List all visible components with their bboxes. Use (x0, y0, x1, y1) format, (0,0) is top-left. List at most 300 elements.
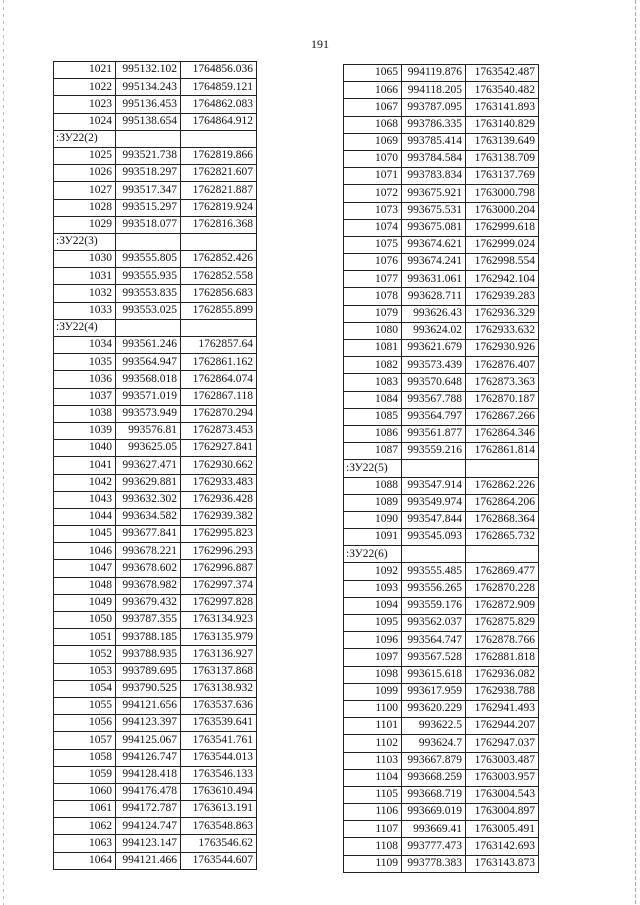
x-coordinate-cell: 993675.531 (402, 202, 466, 219)
y-coordinate-cell: 1762997.374 (181, 577, 257, 594)
x-coordinate-cell: 993679.432 (116, 594, 181, 611)
y-coordinate-cell: 1763546.133 (181, 766, 257, 783)
point-number-cell: 1044 (54, 508, 116, 525)
x-coordinate-cell: 993628.711 (402, 288, 466, 305)
x-coordinate-cell: 993788.935 (116, 646, 181, 663)
point-number-cell: 1083 (344, 374, 402, 391)
point-number-cell: 1065 (344, 65, 402, 82)
y-coordinate-cell: 1763610.494 (181, 783, 257, 800)
y-coordinate-cell: 1762857.64 (181, 337, 257, 354)
section-label: :ЗУ22(5) (344, 460, 402, 477)
x-coordinate-cell: 993678.602 (116, 560, 181, 577)
point-number-cell: 1105 (344, 786, 402, 803)
x-coordinate-cell: 994125.067 (116, 732, 181, 749)
y-coordinate-cell: 1762821.607 (181, 165, 257, 182)
point-number-cell: 1093 (344, 580, 402, 597)
x-coordinate-cell: 993787.095 (402, 99, 466, 116)
table-row (54, 165, 257, 182)
point-number-cell: 1047 (54, 560, 116, 577)
point-number-cell: 1057 (54, 732, 116, 749)
table-row (54, 302, 257, 319)
point-number-cell: 1060 (54, 783, 116, 800)
point-number-cell: 1056 (54, 715, 116, 732)
y-coordinate-cell: 1762864.206 (466, 494, 539, 511)
x-coordinate-cell: 993573.949 (116, 405, 181, 422)
x-coordinate-cell: 994128.418 (116, 766, 181, 783)
x-coordinate-cell: 993549.974 (402, 494, 466, 511)
table-row (54, 422, 257, 439)
empty-cell (466, 546, 539, 563)
point-number-cell: 1061 (54, 801, 116, 818)
y-coordinate-cell: 1762939.382 (181, 508, 257, 525)
y-coordinate-cell: 1763137.868 (181, 663, 257, 680)
y-coordinate-cell: 1763135.979 (181, 629, 257, 646)
x-coordinate-cell: 993568.018 (116, 371, 181, 388)
table-row (344, 735, 539, 752)
x-coordinate-cell: 993547.914 (402, 477, 466, 494)
table-row (54, 388, 257, 405)
x-coordinate-cell: 994121.466 (116, 852, 181, 869)
x-coordinate-cell: 993674.621 (402, 236, 466, 253)
point-number-cell: 1074 (344, 219, 402, 236)
point-number-cell: 1041 (54, 457, 116, 474)
table-row (344, 700, 539, 717)
section-label: :ЗУ22(3) (54, 233, 116, 250)
point-number-cell: 1073 (344, 202, 402, 219)
point-number-cell: 1030 (54, 251, 116, 268)
table-row (344, 271, 539, 288)
point-number-cell: 1021 (54, 62, 116, 79)
x-coordinate-cell: 993561.246 (116, 337, 181, 354)
empty-cell (402, 546, 466, 563)
table-row (344, 340, 539, 357)
x-coordinate-cell: 993787.355 (116, 612, 181, 629)
point-number-cell: 1070 (344, 150, 402, 167)
table-row (344, 202, 539, 219)
section-row (54, 233, 257, 250)
point-number-cell: 1079 (344, 305, 402, 322)
y-coordinate-cell: 1763000.798 (466, 185, 539, 202)
x-coordinate-cell: 993631.061 (402, 271, 466, 288)
table-row (54, 251, 257, 268)
x-coordinate-cell: 993626.43 (402, 305, 466, 322)
point-number-cell: 1042 (54, 474, 116, 491)
point-number-cell: 1084 (344, 391, 402, 408)
point-number-cell: 1034 (54, 337, 116, 354)
y-coordinate-cell: 1762930.926 (466, 340, 539, 357)
table-row (344, 718, 539, 735)
table-row (54, 801, 257, 818)
y-coordinate-cell: 1763134.923 (181, 612, 257, 629)
table-row (54, 715, 257, 732)
point-number-cell: 1054 (54, 680, 116, 697)
table-row (54, 440, 257, 457)
x-coordinate-cell: 993624.02 (402, 322, 466, 339)
table-row (344, 288, 539, 305)
point-number-cell: 1023 (54, 96, 116, 113)
point-number-cell: 1086 (344, 425, 402, 442)
point-number-cell: 1045 (54, 526, 116, 543)
y-coordinate-cell: 1763540.482 (466, 82, 539, 99)
table-row (54, 629, 257, 646)
table-row (54, 526, 257, 543)
y-coordinate-cell: 1762821.887 (181, 182, 257, 199)
table-row (344, 580, 539, 597)
y-coordinate-cell: 1763003.487 (466, 752, 539, 769)
y-coordinate-cell: 1762868.364 (466, 511, 539, 528)
table-row (344, 425, 539, 442)
point-number-cell: 1090 (344, 511, 402, 528)
point-number-cell: 1032 (54, 285, 116, 302)
point-number-cell: 1058 (54, 749, 116, 766)
y-coordinate-cell: 1763548.863 (181, 818, 257, 835)
empty-cell (181, 319, 257, 336)
table-row (54, 147, 257, 164)
x-coordinate-cell: 995134.243 (116, 79, 181, 96)
point-number-cell: 1067 (344, 99, 402, 116)
y-coordinate-cell: 1762869.477 (466, 563, 539, 580)
y-coordinate-cell: 1762996.293 (181, 543, 257, 560)
x-coordinate-cell: 993784.584 (402, 150, 466, 167)
table-row (54, 113, 257, 130)
y-coordinate-cell: 1762936.082 (466, 666, 539, 683)
table-row (344, 804, 539, 821)
point-number-cell: 1100 (344, 700, 402, 717)
x-coordinate-cell: 993555.935 (116, 268, 181, 285)
x-coordinate-cell: 993668.719 (402, 786, 466, 803)
point-number-cell: 1053 (54, 663, 116, 680)
x-coordinate-cell: 993615.618 (402, 666, 466, 683)
table-row (54, 766, 257, 783)
x-coordinate-cell: 993786.335 (402, 116, 466, 133)
x-coordinate-cell: 993561.877 (402, 425, 466, 442)
y-coordinate-cell: 1762870.228 (466, 580, 539, 597)
y-coordinate-cell: 1762819.866 (181, 147, 257, 164)
table-row (344, 477, 539, 494)
table-row (54, 680, 257, 697)
x-coordinate-cell: 993667.879 (402, 752, 466, 769)
x-coordinate-cell: 993624.7 (402, 735, 466, 752)
y-coordinate-cell: 1763142.693 (466, 838, 539, 855)
y-coordinate-cell: 1762861.814 (466, 443, 539, 460)
scan-edge-right (635, 0, 636, 905)
x-coordinate-cell: 993627.471 (116, 457, 181, 474)
y-coordinate-cell: 1762933.632 (466, 322, 539, 339)
point-number-cell: 1094 (344, 597, 402, 614)
y-coordinate-cell: 1763138.709 (466, 150, 539, 167)
x-coordinate-cell: 993576.81 (116, 422, 181, 439)
table-row (54, 371, 257, 388)
point-number-cell: 1076 (344, 254, 402, 271)
point-number-cell: 1049 (54, 594, 116, 611)
point-number-cell: 1025 (54, 147, 116, 164)
table-row (344, 305, 539, 322)
point-number-cell: 1075 (344, 236, 402, 253)
section-label: :ЗУ22(6) (344, 546, 402, 563)
x-coordinate-cell: 994119.876 (402, 65, 466, 82)
point-number-cell: 1096 (344, 632, 402, 649)
x-coordinate-cell: 993547.844 (402, 511, 466, 528)
y-coordinate-cell: 1763005.491 (466, 821, 539, 838)
table-row (344, 150, 539, 167)
section-row (344, 546, 539, 563)
point-number-cell: 1029 (54, 216, 116, 233)
y-coordinate-cell: 1762997.828 (181, 594, 257, 611)
table-row (54, 508, 257, 525)
y-coordinate-cell: 1763137.769 (466, 168, 539, 185)
table-row (54, 835, 257, 852)
point-number-cell: 1062 (54, 818, 116, 835)
x-coordinate-cell: 993620.229 (402, 700, 466, 717)
x-coordinate-cell: 993521.738 (116, 147, 181, 164)
point-number-cell: 1101 (344, 718, 402, 735)
x-coordinate-cell: 994118.205 (402, 82, 466, 99)
point-number-cell: 1064 (54, 852, 116, 869)
y-coordinate-cell: 1763537.636 (181, 697, 257, 714)
empty-cell (181, 233, 257, 250)
y-coordinate-cell: 1763004.543 (466, 786, 539, 803)
table-row (54, 216, 257, 233)
y-coordinate-cell: 1762927.841 (181, 440, 257, 457)
point-number-cell: 1087 (344, 443, 402, 460)
table-row (54, 749, 257, 766)
y-coordinate-cell: 1763539.641 (181, 715, 257, 732)
x-coordinate-cell: 993571.019 (116, 388, 181, 405)
x-coordinate-cell: 993553.835 (116, 285, 181, 302)
point-number-cell: 1022 (54, 79, 116, 96)
point-number-cell: 1052 (54, 646, 116, 663)
y-coordinate-cell: 1762856.683 (181, 285, 257, 302)
x-coordinate-cell: 993518.077 (116, 216, 181, 233)
y-coordinate-cell: 1762864.074 (181, 371, 257, 388)
y-coordinate-cell: 1763546.62 (181, 835, 257, 852)
y-coordinate-cell: 1762999.618 (466, 219, 539, 236)
table-row (344, 821, 539, 838)
x-coordinate-cell: 993668.259 (402, 769, 466, 786)
y-coordinate-cell: 1763139.649 (466, 133, 539, 150)
point-number-cell: 1040 (54, 440, 116, 457)
table-row (344, 769, 539, 786)
table-row (344, 219, 539, 236)
x-coordinate-cell: 993570.648 (402, 374, 466, 391)
table-row (344, 511, 539, 528)
empty-cell (116, 319, 181, 336)
point-number-cell: 1109 (344, 855, 402, 872)
x-coordinate-cell: 993790.525 (116, 680, 181, 697)
x-coordinate-cell: 993559.216 (402, 443, 466, 460)
x-coordinate-cell: 993678.221 (116, 543, 181, 560)
point-number-cell: 1085 (344, 408, 402, 425)
coordinates-table-left-body (54, 62, 257, 870)
y-coordinate-cell: 1763542.487 (466, 65, 539, 82)
y-coordinate-cell: 1762873.363 (466, 374, 539, 391)
table-row (344, 786, 539, 803)
point-number-cell: 1089 (344, 494, 402, 511)
empty-cell (116, 233, 181, 250)
table-row (54, 474, 257, 491)
y-coordinate-cell: 1764864.912 (181, 113, 257, 130)
point-number-cell: 1024 (54, 113, 116, 130)
x-coordinate-cell: 995138.654 (116, 113, 181, 130)
point-number-cell: 1043 (54, 491, 116, 508)
table-row (54, 199, 257, 216)
x-coordinate-cell: 994176.478 (116, 783, 181, 800)
x-coordinate-cell: 993562.037 (402, 615, 466, 632)
x-coordinate-cell: 993677.841 (116, 526, 181, 543)
table-row (54, 594, 257, 611)
empty-cell (116, 130, 181, 147)
x-coordinate-cell: 993777.473 (402, 838, 466, 855)
point-number-cell: 1097 (344, 649, 402, 666)
table-row (54, 457, 257, 474)
y-coordinate-cell: 1763141.893 (466, 99, 539, 116)
y-coordinate-cell: 1762862.226 (466, 477, 539, 494)
table-row (54, 62, 257, 79)
x-coordinate-cell: 993783.834 (402, 168, 466, 185)
table-row (54, 818, 257, 835)
table-row (344, 408, 539, 425)
y-coordinate-cell: 1763003.957 (466, 769, 539, 786)
y-coordinate-cell: 1764859.121 (181, 79, 257, 96)
point-number-cell: 1108 (344, 838, 402, 855)
table-row (54, 491, 257, 508)
table-row (344, 632, 539, 649)
table-row (344, 752, 539, 769)
x-coordinate-cell: 995136.453 (116, 96, 181, 113)
y-coordinate-cell: 1762941.493 (466, 700, 539, 717)
table-row (344, 666, 539, 683)
x-coordinate-cell: 993625.05 (116, 440, 181, 457)
table-row (54, 354, 257, 371)
x-coordinate-cell: 993617.959 (402, 683, 466, 700)
y-coordinate-cell: 1762873.453 (181, 422, 257, 439)
point-number-cell: 1098 (344, 666, 402, 683)
x-coordinate-cell: 993573.439 (402, 357, 466, 374)
y-coordinate-cell: 1762870.187 (466, 391, 539, 408)
table-row (344, 185, 539, 202)
table-row (54, 663, 257, 680)
y-coordinate-cell: 1762816.368 (181, 216, 257, 233)
x-coordinate-cell: 993634.582 (116, 508, 181, 525)
empty-cell (466, 460, 539, 477)
point-number-cell: 1033 (54, 302, 116, 319)
y-coordinate-cell: 1762881.818 (466, 649, 539, 666)
table-row (54, 285, 257, 302)
x-coordinate-cell: 993517.347 (116, 182, 181, 199)
point-number-cell: 1035 (54, 354, 116, 371)
y-coordinate-cell: 1763136.927 (181, 646, 257, 663)
x-coordinate-cell: 993669.41 (402, 821, 466, 838)
table-row (344, 855, 539, 872)
table-row (344, 236, 539, 253)
x-coordinate-cell: 993564.747 (402, 632, 466, 649)
point-number-cell: 1103 (344, 752, 402, 769)
x-coordinate-cell: 993678.982 (116, 577, 181, 594)
y-coordinate-cell: 1762996.887 (181, 560, 257, 577)
y-coordinate-cell: 1762998.554 (466, 254, 539, 271)
x-coordinate-cell: 993621.679 (402, 340, 466, 357)
x-coordinate-cell: 993789.695 (116, 663, 181, 680)
y-coordinate-cell: 1762872.909 (466, 597, 539, 614)
table-row (344, 82, 539, 99)
empty-cell (402, 460, 466, 477)
table-row (344, 494, 539, 511)
x-coordinate-cell: 993622.5 (402, 718, 466, 735)
y-coordinate-cell: 1763000.204 (466, 202, 539, 219)
point-number-cell: 1092 (344, 563, 402, 580)
table-row (54, 79, 257, 96)
section-label: :ЗУ22(2) (54, 130, 116, 147)
x-coordinate-cell: 993553.025 (116, 302, 181, 319)
point-number-cell: 1080 (344, 322, 402, 339)
x-coordinate-cell: 993567.788 (402, 391, 466, 408)
table-row (54, 783, 257, 800)
y-coordinate-cell: 1763544.013 (181, 749, 257, 766)
coordinates-table-right-body (344, 65, 539, 873)
empty-cell (181, 130, 257, 147)
x-coordinate-cell: 993675.921 (402, 185, 466, 202)
y-coordinate-cell: 1762867.266 (466, 408, 539, 425)
x-coordinate-cell: 994123.147 (116, 835, 181, 852)
point-number-cell: 1078 (344, 288, 402, 305)
y-coordinate-cell: 1762938.788 (466, 683, 539, 700)
table-row (344, 597, 539, 614)
table-row (344, 838, 539, 855)
y-coordinate-cell: 1762867.118 (181, 388, 257, 405)
y-coordinate-cell: 1762944.207 (466, 718, 539, 735)
point-number-cell: 1036 (54, 371, 116, 388)
x-coordinate-cell: 993674.241 (402, 254, 466, 271)
y-coordinate-cell: 1762942.104 (466, 271, 539, 288)
y-coordinate-cell: 1763541.761 (181, 732, 257, 749)
table-row (54, 646, 257, 663)
point-number-cell: 1082 (344, 357, 402, 374)
scan-edge-left (3, 0, 4, 905)
point-number-cell: 1106 (344, 804, 402, 821)
point-number-cell: 1059 (54, 766, 116, 783)
x-coordinate-cell: 993545.093 (402, 529, 466, 546)
y-coordinate-cell: 1763143.873 (466, 855, 539, 872)
x-coordinate-cell: 993556.265 (402, 580, 466, 597)
y-coordinate-cell: 1763544.607 (181, 852, 257, 869)
point-number-cell: 1072 (344, 185, 402, 202)
point-number-cell: 1066 (344, 82, 402, 99)
table-row (344, 168, 539, 185)
section-row (344, 460, 539, 477)
y-coordinate-cell: 1762819.924 (181, 199, 257, 216)
x-coordinate-cell: 993564.797 (402, 408, 466, 425)
x-coordinate-cell: 993559.176 (402, 597, 466, 614)
table-row (344, 443, 539, 460)
table-row (344, 133, 539, 150)
table-row (54, 182, 257, 199)
x-coordinate-cell: 993564.947 (116, 354, 181, 371)
y-coordinate-cell: 1762930.662 (181, 457, 257, 474)
table-row (344, 357, 539, 374)
point-number-cell: 1055 (54, 697, 116, 714)
table-row (344, 322, 539, 339)
table-row (54, 612, 257, 629)
y-coordinate-cell: 1762939.283 (466, 288, 539, 305)
table-row (54, 337, 257, 354)
table-row (344, 391, 539, 408)
x-coordinate-cell: 993675.081 (402, 219, 466, 236)
point-number-cell: 1028 (54, 199, 116, 216)
coordinates-table-left (53, 61, 257, 870)
table-row (54, 405, 257, 422)
table-row (344, 649, 539, 666)
y-coordinate-cell: 1762861.162 (181, 354, 257, 371)
